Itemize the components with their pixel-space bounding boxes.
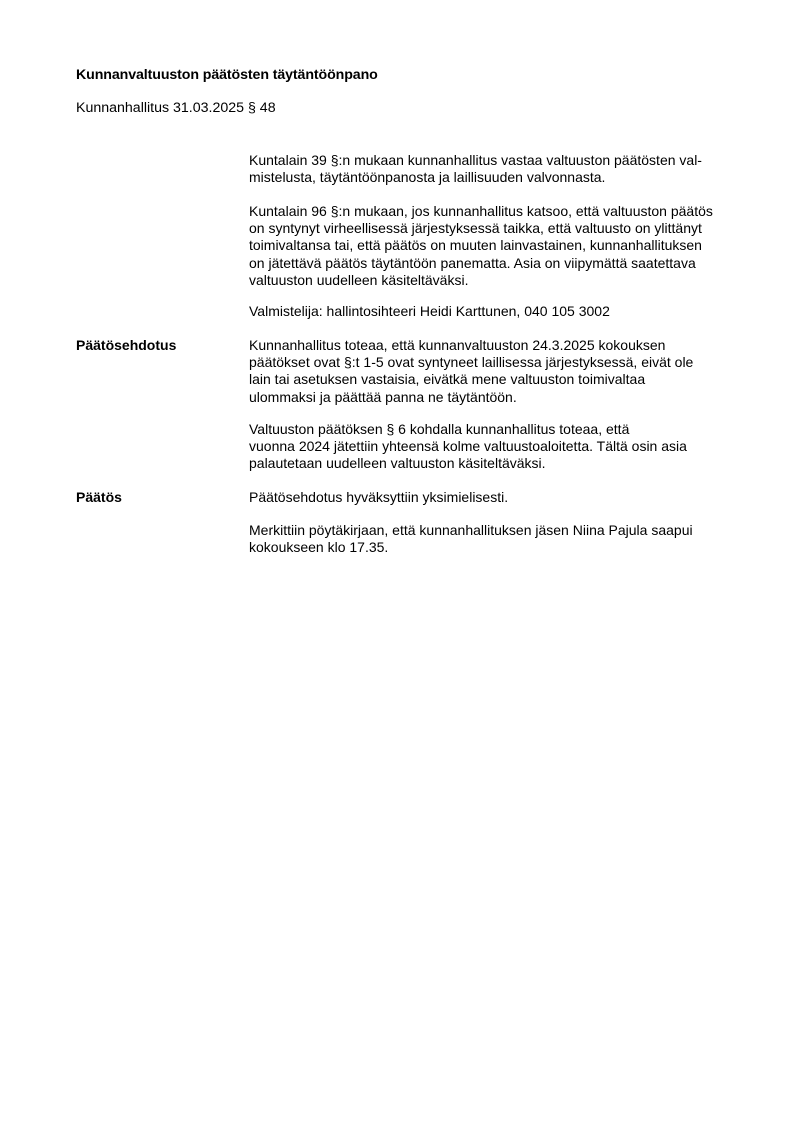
text-line: mistelusta, täytäntöönpanosta ja laillisuuden valvonnasta.: [249, 169, 606, 186]
preparation-paragraph-1: [249, 152, 702, 186]
document-title: Kunnanvaltuuston päätösten täytäntöönpano: [76, 67, 378, 83]
text-line: Valtuuston päätöksen § 6 kohdalla kunnanhallitus toteaa, että: [249, 421, 630, 437]
text-line: lain tai asetuksen vastaisia, eivätkä mene valtuuston toimivaltaa: [249, 371, 646, 388]
proposal-paragraph-2: [249, 421, 687, 473]
text-line: palautetaan uudelleen valtuuston käsiteltäväksi.: [249, 455, 546, 472]
decision-paragraph-2: [249, 522, 693, 556]
meeting-reference: Kunnanhallitus 31.03.2025 § 48: [76, 100, 276, 116]
decision-label: Päätös: [76, 489, 122, 505]
text-line: on syntynyt virheellisessä järjestyksessä taikka, että valtuusto on ylittänyt: [249, 220, 702, 237]
text-line: kokoukseen klo 17.35.: [249, 539, 389, 556]
text-line: ulommaksi ja päättää panna ne täytäntöön.: [249, 388, 517, 405]
proposal-paragraph-1: [249, 337, 693, 406]
text-line: Kuntalain 39 §:n mukaan kunnanhallitus vastaa valtuuston päätösten val-: [249, 152, 702, 168]
proposal-label: Päätösehdotus: [76, 337, 177, 353]
text-line: päätökset ovat §:t 1-5 ovat syntyneet laillisessa järjestyksessä, eivät ole: [249, 354, 694, 371]
decision-paragraph-1: [249, 489, 508, 506]
text-line: valtuuston uudelleen käsiteltäväksi.: [249, 271, 469, 288]
text-line: toimivaltansa tai, että päätös on muuten lainvastainen, kunnanhallituksen: [249, 237, 702, 254]
text-line: Valmistelija: hallintosihteeri Heidi Karttunen, 040 105 3002: [249, 303, 610, 319]
preparer-line: [249, 303, 610, 320]
text-line: Päätösehdotus hyväksyttiin yksimielisesti.: [249, 489, 509, 505]
text-line: on jätettävä päätös täytäntöön panematta. Asia on viipymättä saatettava: [249, 254, 696, 271]
text-line: vuonna 2024 jätettiin yhteensä kolme valtuustoaloitetta. Tältä osin asia: [249, 438, 687, 455]
text-line: Merkittiin pöytäkirjaan, että kunnanhallituksen jäsen Niina Pajula saapui: [249, 522, 693, 538]
text-line: Kunnanhallitus toteaa, että kunnanvaltuuston 24.3.2025 kokouksen: [249, 337, 666, 353]
preparation-paragraph-2: [249, 203, 713, 289]
text-line: Kuntalain 96 §:n mukaan, jos kunnanhallitus katsoo, että valtuuston päätös: [249, 203, 713, 219]
